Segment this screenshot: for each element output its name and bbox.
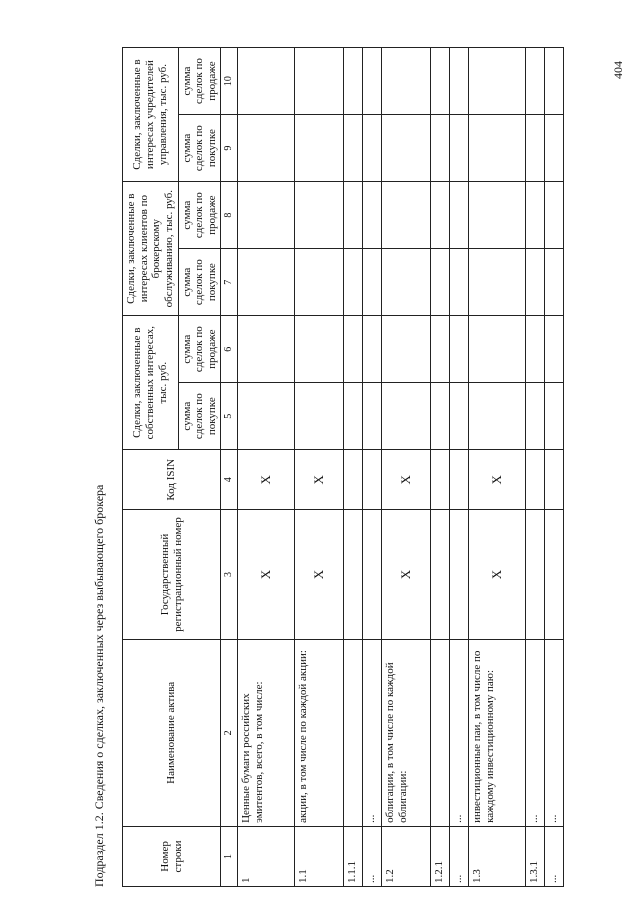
asset-name	[343, 639, 362, 826]
value-cell	[362, 115, 381, 182]
value-cell	[430, 115, 449, 182]
value-cell	[525, 182, 544, 249]
row-number: 1.3	[468, 826, 525, 886]
value-cell	[362, 182, 381, 249]
page-number: 404	[611, 61, 625, 79]
asset-name: акции, в том числе по каждой акции:	[294, 639, 343, 826]
asset-name: ...	[525, 639, 544, 826]
value-cell	[449, 316, 468, 383]
table-row	[381, 48, 430, 887]
isin-cell	[544, 450, 563, 510]
value-cell	[294, 115, 343, 182]
value-cell	[468, 182, 525, 249]
value-cell	[525, 383, 544, 450]
value-cell	[544, 383, 563, 450]
header-row-number: Номер строки	[123, 826, 221, 886]
value-cell	[468, 249, 525, 316]
header-row-1	[123, 48, 179, 887]
column-number: 4	[221, 450, 238, 510]
value-cell	[430, 182, 449, 249]
value-cell	[468, 316, 525, 383]
row-number: 1.1.1	[343, 826, 362, 886]
isin-cell	[525, 450, 544, 510]
header-client-interests: Сделки, заключенные в интересах клиентов по брокерскому обслуживанию, тыс. руб.	[123, 182, 179, 316]
value-cell	[449, 249, 468, 316]
isin-cell: X	[381, 450, 430, 510]
row-number: 1.2	[381, 826, 430, 886]
column-number: 8	[221, 182, 238, 249]
value-cell	[362, 316, 381, 383]
column-number: 9	[221, 115, 238, 182]
value-cell	[468, 115, 525, 182]
column-number: 3	[221, 510, 238, 639]
value-cell	[343, 316, 362, 383]
table-row	[449, 48, 468, 887]
table-row	[468, 48, 525, 887]
value-cell	[343, 182, 362, 249]
state-registration-cell: X	[237, 510, 294, 639]
asset-name: ...	[544, 639, 563, 826]
table-row	[362, 48, 381, 887]
rotated-page-content	[92, 47, 559, 887]
state-registration-cell	[449, 510, 468, 639]
header-asset-name: Наименование актива	[123, 639, 221, 826]
value-cell	[381, 48, 430, 115]
value-cell	[294, 316, 343, 383]
value-cell	[468, 383, 525, 450]
table-row	[525, 48, 544, 887]
value-cell	[525, 316, 544, 383]
value-cell	[544, 182, 563, 249]
header-state-registration: Государственный регистрационный номер	[123, 510, 221, 639]
asset-name: ...	[449, 639, 468, 826]
column-number: 7	[221, 249, 238, 316]
transactions-table	[122, 47, 564, 887]
table-row	[544, 48, 563, 887]
column-number: 5	[221, 383, 238, 450]
value-cell	[430, 316, 449, 383]
value-cell	[294, 182, 343, 249]
value-cell	[294, 383, 343, 450]
column-number: 6	[221, 316, 238, 383]
value-cell	[449, 182, 468, 249]
value-cell	[362, 249, 381, 316]
column-number: 10	[221, 48, 238, 115]
value-cell	[237, 182, 294, 249]
state-registration-cell: X	[381, 510, 430, 639]
value-cell	[544, 115, 563, 182]
state-registration-cell: X	[294, 510, 343, 639]
value-cell	[343, 249, 362, 316]
row-number: ...	[362, 826, 381, 886]
column-number-row	[221, 48, 238, 887]
value-cell	[237, 316, 294, 383]
value-cell	[237, 48, 294, 115]
isin-cell	[449, 450, 468, 510]
value-cell	[449, 115, 468, 182]
isin-cell	[362, 450, 381, 510]
header-founder-interests: Сделки, заключенные в интересах учредителей управления, тыс. руб.	[123, 48, 179, 182]
asset-name: ...	[362, 639, 381, 826]
value-cell	[237, 383, 294, 450]
section-caption: Подраздел 1.2. Сведения о сделках, заключенных через выбывающего брокера	[92, 484, 106, 887]
asset-name: инвестиционные паи, в том числе по каждому инвестиционному паю:	[468, 639, 525, 826]
isin-cell: X	[468, 450, 525, 510]
value-cell	[381, 115, 430, 182]
isin-cell	[430, 450, 449, 510]
value-cell	[237, 115, 294, 182]
header-isin: Код ISIN	[123, 450, 221, 510]
header-own-buy: сумма сделок по покупке	[178, 383, 221, 450]
value-cell	[544, 249, 563, 316]
value-cell	[343, 115, 362, 182]
value-cell	[294, 48, 343, 115]
value-cell	[430, 48, 449, 115]
isin-cell: X	[237, 450, 294, 510]
header-founders-buy: сумма сделок по покупке	[178, 115, 221, 182]
asset-name	[430, 639, 449, 826]
row-number: 1.1	[294, 826, 343, 886]
state-registration-cell	[362, 510, 381, 639]
value-cell	[544, 48, 563, 115]
state-registration-cell	[430, 510, 449, 639]
isin-cell	[343, 450, 362, 510]
state-registration-cell	[544, 510, 563, 639]
value-cell	[525, 249, 544, 316]
row-number: 1.3.1	[525, 826, 544, 886]
row-number: 1.2.1	[430, 826, 449, 886]
header-clients-buy: сумма сделок по покупке	[178, 249, 221, 316]
asset-name: Ценные бумаги российских эмитентов, всего, в том числе:	[237, 639, 294, 826]
header-founders-sell: сумма сделок по продаже	[178, 48, 221, 115]
value-cell	[544, 316, 563, 383]
row-number: 1	[237, 826, 294, 886]
table-row	[430, 48, 449, 887]
header-own-interests: Сделки, заключенные в собственных интересах, тыс. руб.	[123, 316, 179, 450]
value-cell	[381, 383, 430, 450]
value-cell	[525, 115, 544, 182]
value-cell	[449, 383, 468, 450]
row-number: ...	[449, 826, 468, 886]
value-cell	[381, 182, 430, 249]
table-row	[237, 48, 294, 887]
asset-name: облигации, в том числе по каждой облигации:	[381, 639, 430, 826]
column-number: 2	[221, 639, 238, 826]
value-cell	[525, 48, 544, 115]
value-cell	[294, 249, 343, 316]
state-registration-cell	[343, 510, 362, 639]
column-number: 1	[221, 826, 238, 886]
table-row	[343, 48, 362, 887]
value-cell	[237, 249, 294, 316]
value-cell	[449, 48, 468, 115]
header-clients-sell: сумма сделок по продаже	[178, 182, 221, 249]
value-cell	[430, 383, 449, 450]
header-own-sell: сумма сделок по продаже	[178, 316, 221, 383]
table-row	[294, 48, 343, 887]
state-registration-cell: X	[468, 510, 525, 639]
row-number: ...	[544, 826, 563, 886]
value-cell	[468, 48, 525, 115]
value-cell	[430, 249, 449, 316]
isin-cell: X	[294, 450, 343, 510]
value-cell	[343, 48, 362, 115]
value-cell	[381, 249, 430, 316]
value-cell	[362, 383, 381, 450]
value-cell	[381, 316, 430, 383]
value-cell	[362, 48, 381, 115]
value-cell	[343, 383, 362, 450]
state-registration-cell	[525, 510, 544, 639]
